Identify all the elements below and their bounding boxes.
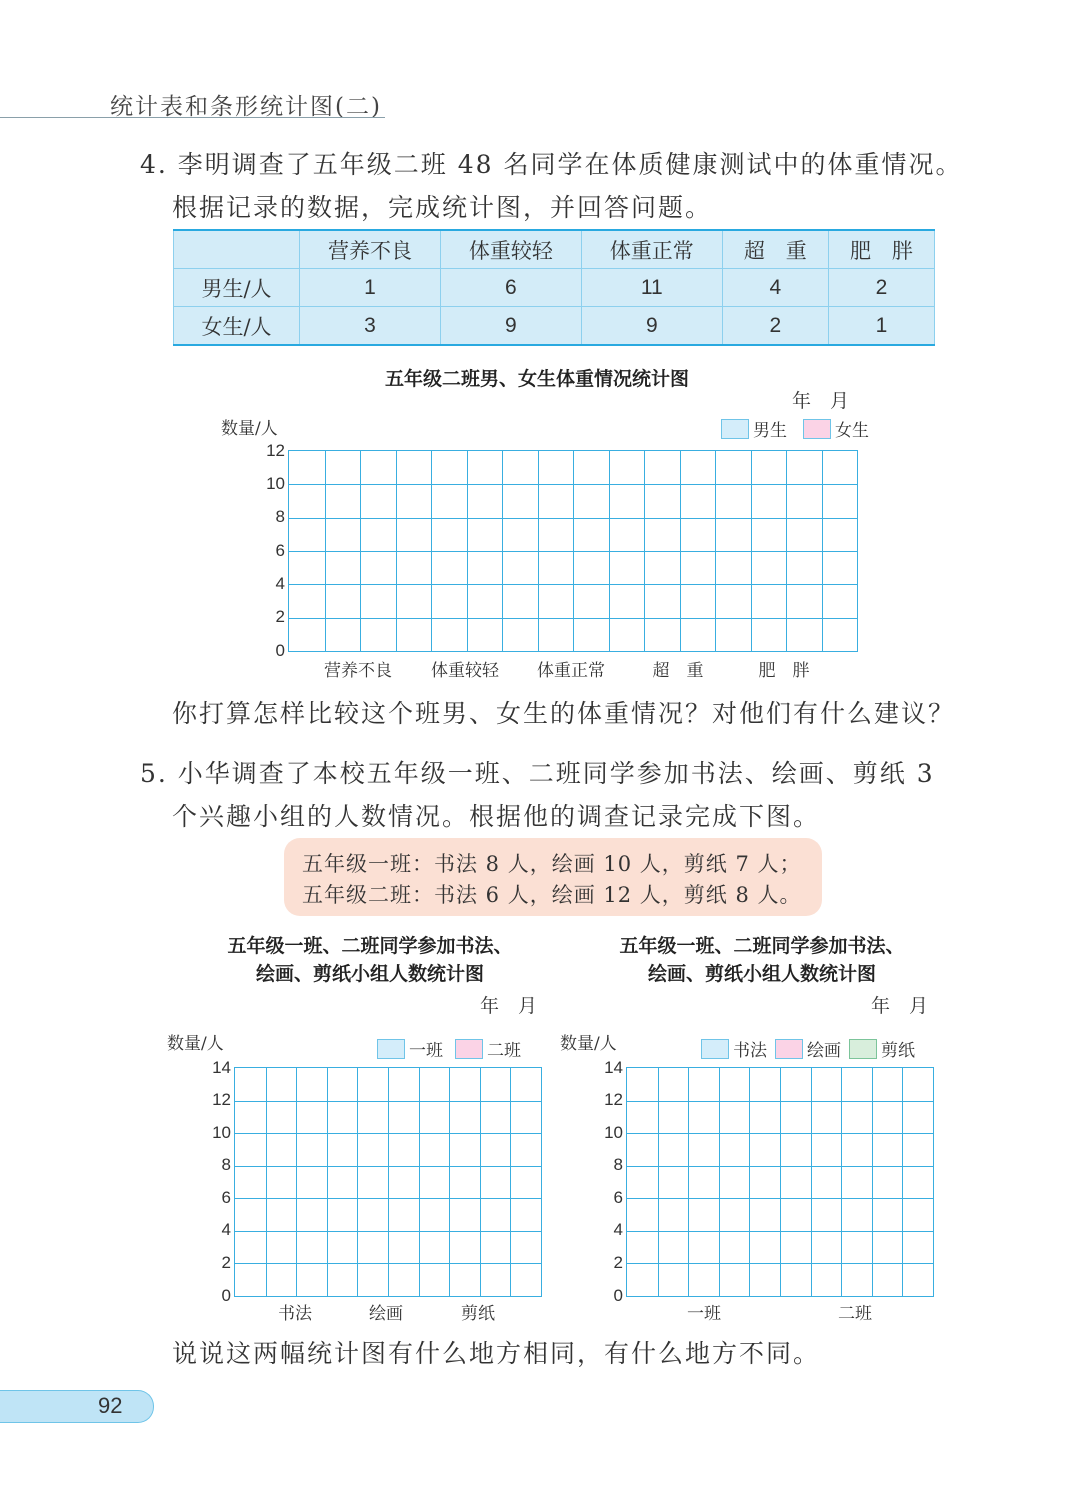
chart-3-title-line-2: 绘画、剪纸小组人数统计图: [647, 963, 876, 985]
grid-line-vertical: [327, 1068, 328, 1296]
grid-line-vertical: [510, 1068, 511, 1296]
legend-swatch-class-1: [377, 1039, 405, 1059]
grid-line-vertical: [480, 1068, 481, 1296]
grid-line-vertical: [688, 1068, 689, 1296]
y-tick-label: 12: [604, 1090, 623, 1109]
grid-line-vertical: [266, 1068, 267, 1296]
x-category-label: 一班: [687, 1304, 721, 1324]
legend-swatch-class-2: [455, 1039, 483, 1059]
table-cell: 2: [722, 307, 828, 346]
y-tick-label: 4: [221, 1220, 231, 1239]
y-tick-label: 2: [221, 1253, 231, 1272]
grid-line-vertical: [419, 1068, 420, 1296]
x-category-label: 营养不良: [324, 661, 392, 681]
chart-1-legend: [721, 416, 869, 441]
y-tick-label: 8: [221, 1155, 231, 1174]
table-header-cell: 肥 胖: [828, 230, 934, 269]
chart-2-title-line-2: 绘画、剪纸小组人数统计图: [255, 963, 484, 985]
table-cell: 6: [440, 269, 581, 307]
weight-data-table: [173, 229, 935, 346]
legend-swatch-calligraphy: [701, 1039, 729, 1059]
chart-1-date: 年 月: [792, 390, 850, 412]
table-row: [174, 269, 935, 307]
y-tick-label: 4: [613, 1220, 623, 1239]
table-cell: 11: [581, 269, 722, 307]
table-header-cell: 超 重: [722, 230, 828, 269]
legend-label-painting: 绘画: [807, 1041, 841, 1061]
grid-line-horizontal: [627, 1198, 933, 1199]
grid-line-vertical: [658, 1068, 659, 1296]
x-category-label: 剪纸: [461, 1304, 495, 1324]
grid-line-vertical: [719, 1068, 720, 1296]
grid-line-horizontal: [289, 584, 857, 585]
grid-line-horizontal: [235, 1263, 541, 1264]
y-tick-label: 10: [266, 474, 285, 493]
grid-line-vertical: [357, 1068, 358, 1296]
legend-swatch-paper-cutting: [849, 1039, 877, 1059]
q4-question: 你打算怎样比较这个班男、女生的体重情况？对他们有什么建议？: [172, 699, 956, 728]
legend-swatch-painting: [775, 1039, 803, 1059]
chart-3-y-unit: 数量/人: [560, 1034, 617, 1054]
grid-line-horizontal: [627, 1101, 933, 1102]
grid-line-horizontal: [627, 1166, 933, 1167]
grid-line-vertical: [902, 1068, 903, 1296]
y-tick-label: 0: [275, 641, 285, 660]
y-tick-label: 12: [266, 441, 285, 460]
chart-3-grid: [626, 1067, 934, 1297]
chart-2-date: 年 月: [480, 995, 538, 1017]
grid-line-vertical: [780, 1068, 781, 1296]
row-label: 男生/人: [174, 269, 300, 307]
chart-3-title-line-1: 五年级一班、二班同学参加书法、: [619, 935, 905, 957]
table-cell: 3: [300, 307, 441, 346]
chart-1-title: 五年级二班男、女生体重情况统计图: [384, 368, 689, 390]
y-tick-label: 14: [604, 1058, 623, 1077]
y-tick-label: 2: [613, 1253, 623, 1272]
grid-line-vertical: [296, 1068, 297, 1296]
y-tick-label: 12: [212, 1090, 231, 1109]
table-cell: 2: [828, 269, 934, 307]
q5-line-1: 5. 小华调查了本校五年级一班、二班同学参加书法、绘画、剪纸 3: [140, 759, 935, 788]
y-tick-label: 4: [275, 574, 285, 593]
table-header-cell: [174, 230, 300, 269]
y-tick-label: 10: [212, 1123, 231, 1142]
table-cell: 9: [440, 307, 581, 346]
chart-1-y-unit: 数量/人: [221, 419, 278, 439]
y-tick-label: 6: [613, 1188, 623, 1207]
y-tick-label: 14: [212, 1058, 231, 1077]
q4-line-2: 根据记录的数据，完成统计图，并回答问题。: [172, 193, 713, 222]
row-label: 女生/人: [174, 307, 300, 346]
chart-3-date: 年 月: [871, 995, 929, 1017]
table-cell: 9: [581, 307, 722, 346]
q5-question: 说说这两幅统计图有什么地方相同，有什么地方不同。: [172, 1339, 821, 1368]
grid-line-horizontal: [289, 484, 857, 485]
grid-line-horizontal: [289, 551, 857, 552]
table-cell: 1: [828, 307, 934, 346]
legend-label-class-1: 一班: [409, 1041, 443, 1061]
x-category-label: 肥 胖: [758, 661, 810, 681]
table-header-cell: 体重较轻: [440, 230, 581, 269]
grid-line-vertical: [811, 1068, 812, 1296]
table-header-cell: 营养不良: [300, 230, 441, 269]
grid-line-horizontal: [235, 1166, 541, 1167]
y-tick-label: 8: [275, 507, 285, 526]
grid-line-vertical: [449, 1068, 450, 1296]
table-header-row: [174, 230, 935, 269]
legend-label-calligraphy: 书法: [733, 1041, 767, 1061]
x-category-label: 二班: [838, 1304, 872, 1324]
legend-swatch-boys: [721, 419, 749, 439]
legend-label-paper-cutting: 剪纸: [881, 1041, 915, 1061]
grid-line-vertical: [872, 1068, 873, 1296]
chart-1-grid: [288, 450, 858, 652]
table-cell: 1: [300, 269, 441, 307]
x-category-label: 体重较轻: [431, 661, 499, 681]
chart-2-grid: [234, 1067, 542, 1297]
grid-line-horizontal: [627, 1263, 933, 1264]
grid-line-horizontal: [235, 1198, 541, 1199]
grid-line-horizontal: [627, 1231, 933, 1232]
grid-line-horizontal: [289, 518, 857, 519]
survey-record-class-1: 五年级一班：书法 8 人，绘画 10 人，剪纸 7 人；: [302, 852, 802, 876]
q4-line-1: 4. 李明调查了五年级二班 48 名同学在体质健康测试中的体重情况。: [140, 150, 963, 179]
legend-label-girls: 女生: [835, 421, 869, 441]
grid-line-horizontal: [235, 1231, 541, 1232]
page-number: 92: [98, 1393, 123, 1418]
chart-2-legend: [377, 1036, 521, 1061]
x-category-label: 体重正常: [537, 661, 605, 681]
grid-line-horizontal: [235, 1101, 541, 1102]
grid-line-vertical: [749, 1068, 750, 1296]
y-tick-label: 6: [221, 1188, 231, 1207]
grid-line-vertical: [841, 1068, 842, 1296]
header-divider: [0, 117, 385, 118]
survey-record-class-2: 五年级二班：书法 6 人，绘画 12 人，剪纸 8 人。: [302, 883, 802, 907]
y-tick-label: 8: [613, 1155, 623, 1174]
table-header-cell: 体重正常: [581, 230, 722, 269]
chart-3-legend: [701, 1036, 915, 1061]
legend-label-class-2: 二班: [487, 1041, 521, 1061]
x-category-label: 绘画: [369, 1304, 403, 1324]
table-cell: 4: [722, 269, 828, 307]
y-tick-label: 6: [275, 541, 285, 560]
grid-line-horizontal: [235, 1133, 541, 1134]
grid-line-horizontal: [627, 1133, 933, 1134]
x-category-label: 书法: [278, 1304, 312, 1324]
chart-2-title-line-1: 五年级一班、二班同学参加书法、: [227, 935, 513, 957]
y-tick-label: 0: [221, 1286, 231, 1305]
chart-2-y-unit: 数量/人: [167, 1034, 224, 1054]
grid-line-vertical: [388, 1068, 389, 1296]
legend-label-boys: 男生: [753, 421, 787, 441]
grid-line-horizontal: [289, 618, 857, 619]
chapter-title: 统计表和条形统计图(二): [110, 94, 382, 120]
x-category-label: 超 重: [652, 661, 704, 681]
table-row: [174, 307, 935, 346]
q5-line-2: 个兴趣小组的人数情况。根据他的调查记录完成下图。: [172, 802, 821, 831]
y-tick-label: 0: [613, 1286, 623, 1305]
legend-swatch-girls: [803, 419, 831, 439]
page-number-tab: [0, 1390, 154, 1423]
y-tick-label: 2: [275, 607, 285, 626]
y-tick-label: 10: [604, 1123, 623, 1142]
